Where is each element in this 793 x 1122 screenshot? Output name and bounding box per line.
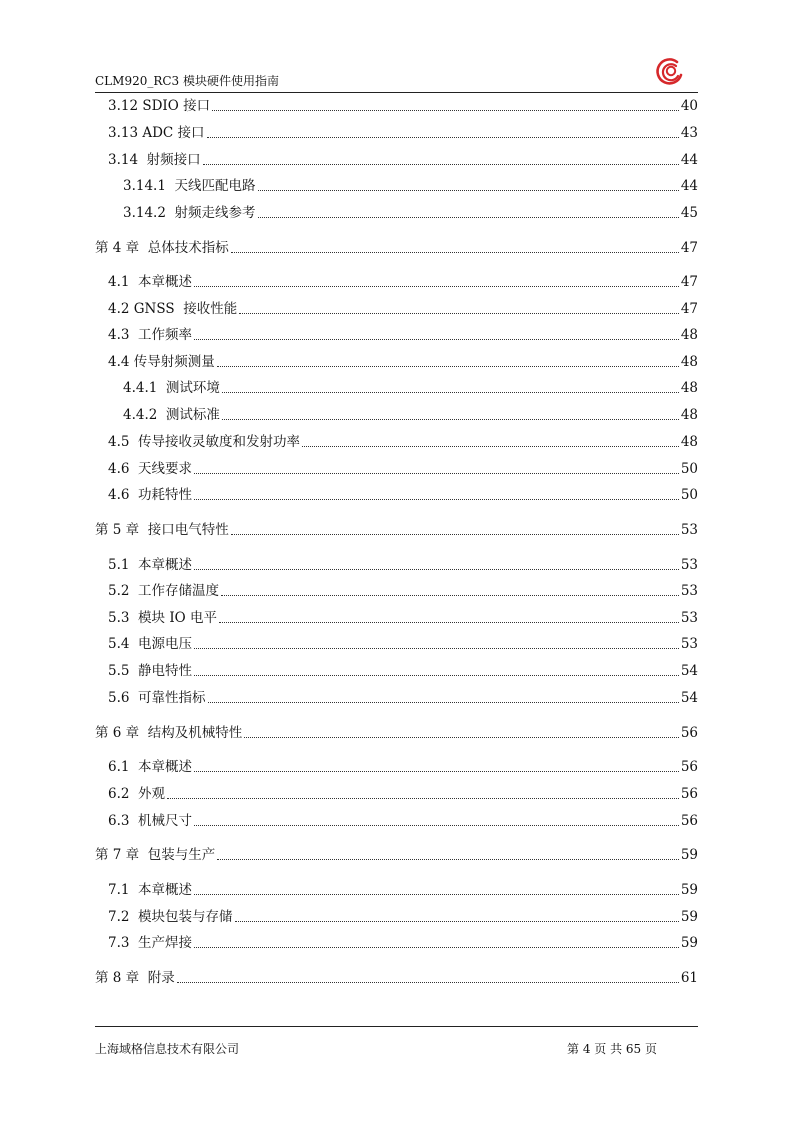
toc-entry[interactable] [123,377,698,399]
toc-leader-dots [222,419,679,420]
toc-entry-label: 4.1 本章概述 [108,274,193,290]
toc-entry[interactable] [108,906,698,928]
toc-entry[interactable] [123,175,698,197]
toc-chapter-entry[interactable] [95,722,698,744]
toc-leader-dots [194,499,679,500]
company-logo-icon [652,56,686,86]
toc-leader-dots [194,569,679,570]
toc-leader-dots [217,859,679,860]
document-title: CLM920_RC3 模块硬件使用指南 [95,74,280,88]
toc-entry[interactable] [108,607,698,629]
toc-leader-dots [221,595,679,596]
toc-entry-label: 5.5 静电特性 [108,663,193,679]
toc-entry-label: 3.12 SDIO 接口 [108,98,211,114]
toc-entry[interactable] [108,458,698,480]
toc-entry-label: 7.3 生产焊接 [108,935,193,951]
toc-entry-label: 第 5 章 接口电气特性 [95,522,229,538]
toc-leader-dots [235,921,679,922]
toc-leader-dots [231,252,679,253]
toc-chapter-entry[interactable] [95,967,698,989]
toc-leader-dots [194,771,679,772]
toc-entry-label: 5.2 工作存储温度 [108,583,220,599]
toc-leader-dots [194,473,679,474]
footer-company-name: 上海域格信息技术有限公司 [95,1042,240,1056]
toc-entry-page: 48 [680,407,698,423]
toc-entry-label: 4.5 传导接收灵敏度和发射功率 [108,434,301,450]
toc-leader-dots [208,702,679,703]
toc-entry-page: 43 [680,125,698,141]
toc-leader-dots [231,534,679,535]
toc-leader-dots [194,947,679,948]
header-divider [95,92,698,93]
footer-page-number: 第 4 页 共 65 页 [567,1042,657,1056]
toc-entry[interactable] [108,149,698,171]
toc-leader-dots [194,286,679,287]
toc-entry-label: 5.6 可靠性指标 [108,690,206,706]
toc-entry-label: 4.6 功耗特性 [108,487,193,503]
toc-entry-label: 第 6 章 结构及机械特性 [95,725,243,741]
toc-entry-page: 44 [680,178,698,194]
toc-entry-page: 48 [680,434,698,450]
toc-entry-page: 54 [680,690,698,706]
toc-leader-dots [258,190,679,191]
toc-entry-label: 7.1 本章概述 [108,882,193,898]
toc-entry[interactable] [108,431,698,453]
toc-chapter-entry[interactable] [95,237,698,259]
toc-entry[interactable] [108,298,698,320]
toc-leader-dots [219,622,679,623]
toc-entry-label: 5.1 本章概述 [108,557,193,573]
toc-leader-dots [194,339,679,340]
toc-entry-page: 56 [680,813,698,829]
toc-entry-label: 3.14.2 射频走线参考 [123,205,256,221]
toc-entry-page: 44 [680,152,698,168]
toc-entry-label: 4.4 传导射频测量 [108,354,215,370]
toc-entry[interactable] [108,687,698,709]
toc-entry-label: 第 8 章 附录 [95,970,175,986]
toc-entry[interactable] [108,756,698,778]
toc-entry[interactable] [108,932,698,954]
toc-entry-page: 54 [680,663,698,679]
toc-entry-label: 3.14.1 天线匹配电路 [123,178,256,194]
toc-leader-dots [194,825,679,826]
toc-entry-page: 56 [680,759,698,775]
toc-entry-page: 53 [680,557,698,573]
toc-entry[interactable] [108,351,698,373]
toc-entry-page: 45 [680,205,698,221]
toc-leader-dots [222,392,679,393]
toc-entry[interactable] [108,554,698,576]
toc-entry-label: 第 4 章 总体技术指标 [95,240,229,256]
toc-entry-page: 48 [680,354,698,370]
toc-leader-dots [239,313,679,314]
footer-divider [95,1026,698,1027]
toc-entry[interactable] [123,202,698,224]
toc-leader-dots [194,648,679,649]
toc-entry-page: 56 [680,725,698,741]
toc-leader-dots [302,446,679,447]
toc-leader-dots [177,982,679,983]
toc-chapter-entry[interactable] [95,519,698,541]
toc-entry[interactable] [108,810,698,832]
toc-entry-page: 59 [680,909,698,925]
toc-entry-page: 59 [680,882,698,898]
toc-entry[interactable] [108,324,698,346]
toc-entry-page: 47 [680,274,698,290]
toc-entry-label: 3.14 射频接口 [108,152,201,168]
toc-leader-dots [167,798,679,799]
toc-entry[interactable] [108,484,698,506]
toc-entry-label: 5.3 模块 IO 电平 [108,610,218,626]
toc-entry-label: 4.6 天线要求 [108,461,193,477]
toc-entry-label: 7.2 模块包装与存储 [108,909,233,925]
toc-entry-page: 59 [680,935,698,951]
toc-entry-label: 6.1 本章概述 [108,759,193,775]
toc-leader-dots [212,110,679,111]
toc-entry[interactable] [108,879,698,901]
toc-entry[interactable] [108,95,698,117]
toc-chapter-entry[interactable] [95,844,698,866]
toc-leader-dots [194,675,679,676]
toc-leader-dots [217,366,679,367]
toc-entry-label: 4.3 工作频率 [108,327,193,343]
toc-entry-page: 40 [680,98,698,114]
toc-entry[interactable] [108,660,698,682]
toc-entry[interactable] [108,633,698,655]
toc-entry[interactable] [108,783,698,805]
toc-entry-page: 53 [680,522,698,538]
toc-entry[interactable] [123,404,698,426]
toc-entry-page: 61 [680,970,698,986]
toc-entry-label: 5.4 电源电压 [108,636,193,652]
toc-leader-dots [207,137,679,138]
toc-entry-page: 47 [680,301,698,317]
toc-entry-page: 50 [680,487,698,503]
toc-entry-label: 4.4.1 测试环境 [123,380,220,396]
toc-entry-page: 50 [680,461,698,477]
toc-entry-page: 48 [680,380,698,396]
toc-entry-label: 3.13 ADC 接口 [108,125,205,141]
toc-entry-label: 第 7 章 包装与生产 [95,847,216,863]
toc-entry-label: 4.4.2 测试标准 [123,407,220,423]
toc-entry-page: 53 [680,583,698,599]
toc-entry[interactable] [108,271,698,293]
toc-leader-dots [244,737,679,738]
toc-entry-page: 53 [680,610,698,626]
toc-entry[interactable] [108,580,698,602]
toc-leader-dots [258,217,679,218]
toc-entry-label: 4.2 GNSS 接收性能 [108,301,238,317]
toc-entry-page: 47 [680,240,698,256]
toc-entry-page: 53 [680,636,698,652]
toc-entry-label: 6.2 外观 [108,786,166,802]
toc-entry[interactable] [108,122,698,144]
toc-entry-page: 48 [680,327,698,343]
toc-entry-page: 59 [680,847,698,863]
toc-entry-page: 56 [680,786,698,802]
toc-entry-label: 6.3 机械尺寸 [108,813,193,829]
toc-leader-dots [203,164,679,165]
toc-leader-dots [194,894,679,895]
